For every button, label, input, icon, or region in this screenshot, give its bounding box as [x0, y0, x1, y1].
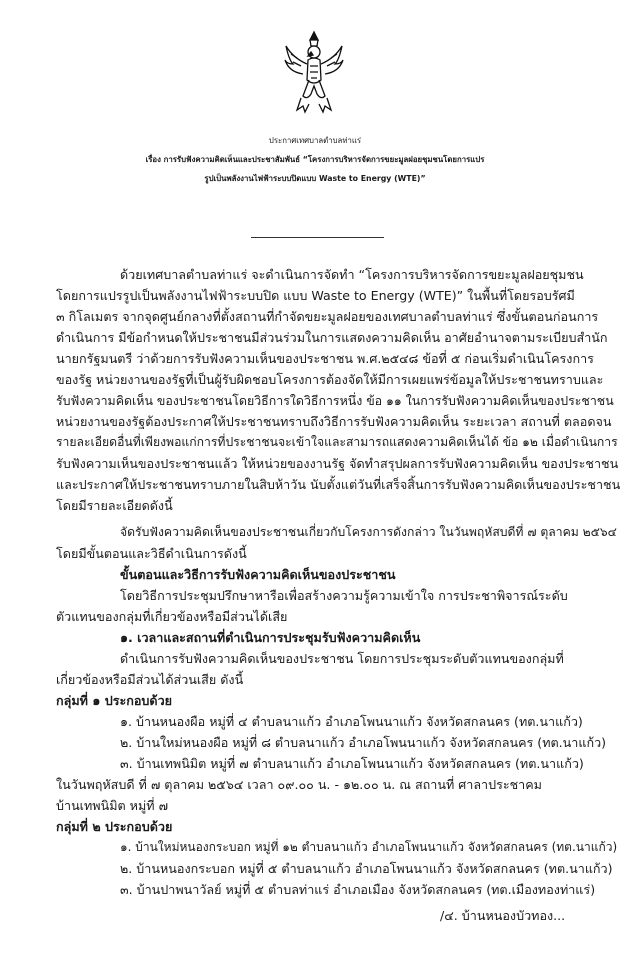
group-1-time-line-1: ในวันพฤหัสบดี ที่ ๗ ตุลาคม ๒๕๖๔ เวลา ๐๙.๐๐ น. - ๑๒.๐๐ น. ณ สถานที่ ศาลาประชาคม — [56, 777, 542, 792]
divider — [251, 237, 384, 238]
intro-line: และประกาศให้ประชาชนทราบภายในสิบห้าวัน นับตั้งแต่วันที่เสร็จสิ้นการรับฟังความคิดเห็นของประชาชน — [56, 477, 621, 492]
sub-heading: ๑. เวลาและสถานที่ดำเนินการประชุมรับฟังความคิดเห็น — [120, 630, 421, 645]
group-2-item: ๑. บ้านใหม่หนองกระบอก หมู่ที่ ๑๒ ตำบลนาแก้ว อำเภอโพนนาแก้ว จังหวัดสกลนคร (ทต.นาแก้ว) — [120, 840, 618, 854]
org-title: ประกาศเทศบาลตำบลท่าแร่ — [268, 136, 362, 145]
garuda-emblem-icon — [283, 28, 345, 118]
intro-line: รายละเอียดอื่นที่เพียงพอแก่การที่ประชาชนจะเข้าใจและสามารถแสดงความคิดเห็นได้ ข้อ ๑๒ เมื่อดำเนินการ — [56, 435, 618, 449]
group-1-item: ๒. บ้านใหม่หนองผือ หมู่ที่ ๘ ตำบลนาแก้ว อำเภอโพนนาแก้ว จังหวัดสกลนคร (ทต.นาแก้ว) — [120, 735, 607, 750]
method-line-1: โดยวิธีการประชุมปรึกษาหารือเพื่อสร้างความรู้ความเข้าใจ การประชาพิจารณ์ระดับ — [120, 588, 568, 603]
intro-line: นายกรัฐมนตรี ว่าด้วยการรับฟังความเห็นของประชาชน พ.ศ.๒๕๔๘ ข้อที่ ๕ ก่อนเริ่มดำเนินโครงการ — [56, 351, 594, 366]
intro-line: รับฟังความเห็นของประชาชนแล้ว ให้หน่วยของงานรัฐ จัดทำสรุปผลการรับฟังความคิดเห็น ของประชาชน — [56, 456, 619, 471]
method-line-2: ตัวแทนของกลุ่มที่เกี่ยวข้องหรือมีส่วนได้เสีย — [56, 609, 288, 624]
intro-line: ด้วยเทศบาลตำบลท่าแร่ จะดำเนินการจัดทำ “โครงการบริหารจัดการขยะมูลฝอยชุมชน — [120, 267, 584, 282]
intro-line: ของรัฐ หน่วยงานของรัฐที่เป็นผู้รับผิดชอบโครงการต้องจัดให้มีการเผยแพร่ข้อมูลให้ประชาชนทราบและ — [56, 372, 604, 387]
subject-line-2: รูปเป็นพลังงานไฟฟ้าระบบปิดแบบ Waste to Energy (WTE)” — [204, 174, 426, 183]
subject-line-1: เรื่อง การรับฟังความคิดเห็นและประชาสัมพันธ์ “โครงการบริหารจัดการขยะมูลฝอยชุมชนโดยการแปร — [145, 155, 485, 164]
schedule-line-2: โดยมีขั้นตอนและวิธีดำเนินการดังนี้ — [56, 546, 247, 561]
intro-line: โดยมีรายละเอียดดังนี้ — [56, 498, 173, 513]
schedule-line-1: จัดรับฟังความคิดเห็นของประชาชนเกี่ยวกับโครงการดังกล่าว ในวันพฤหัสบดีที่ ๗ ตุลาคม ๒๕๖๔ — [120, 525, 617, 539]
intro-line: รับฟังความคิดเห็น ของประชาชนโดยวิธีการใดวิธีการหนึ่ง ข้อ ๑๑ ในการรับฟังความคิดเห็นของประชาชน — [56, 393, 614, 408]
intro-line: โดยการแปรรูปเป็นพลังงานไฟฟ้าระบบปิด แบบ Waste to Energy (WTE)” ในพื้นที่โดยรอบรัศมี — [56, 288, 575, 303]
sub-line-2: เกี่ยวข้องหรือมีส่วนได้ส่วนเสีย ดังนี้ — [56, 672, 244, 687]
group-2-item: ๒. บ้านหนองกระบอก หมู่ที่ ๕ ตำบลนาแก้ว อำเภอโพนนาแก้ว จังหวัดสกลนคร (ทต.นาแก้ว) — [120, 861, 613, 876]
intro-line: หน่วยงานของรัฐต้องประกาศให้ประชาชนทราบถึงวิธีการรับฟังความคิดเห็น ระยะเวลา สถานที่ ตลอดจน — [56, 414, 612, 429]
group-1-item: ๓. บ้านเทพนิมิต หมู่ที่ ๗ ตำบลนาแก้ว อำเภอโพนนาแก้ว จังหวัดสกลนคร (ทต.นาแก้ว) — [120, 756, 584, 771]
intro-line: ดำเนินการ มีข้อกำหนดให้ประชาชนมีส่วนร่วมในการแสดงความคิดเห็น อาศัยอำนาจตามระเบียบสำนัก — [56, 330, 608, 345]
continuation-note: /๔. บ้านหนองบัวทอง... — [440, 908, 566, 923]
sub-line-1: ดำเนินการรับฟังความคิดเห็นของประชาชน โดยการประชุมระดับตัวแทนของกลุ่มที่ — [120, 651, 564, 666]
intro-line: ๓ กิโลเมตร จากจุดศูนย์กลางที่ตั้งสถานที่กำจัดขยะมูลฝอยของเทศบาลตำบลท่าแร่ ซึ่งขั้นตอนก่อนการ — [56, 309, 599, 324]
group-1-time-line-2: บ้านเทพนิมิต หมู่ที่ ๗ — [56, 798, 169, 813]
group-1-heading: กลุ่มที่ ๑ ประกอบด้วย — [56, 693, 173, 708]
group-1-item: ๑. บ้านหนองผือ หมู่ที่ ๔ ตำบลนาแก้ว อำเภอโพนนาแก้ว จังหวัดสกลนคร (ทต.นาแก้ว) — [120, 714, 583, 729]
group-2-item: ๓. บ้านปาพนาวัลย์ หมู่ที่ ๕ ตำบลท่าแร่ อำเภอเมือง จังหวัดสกลนคร (ทต.เมืองทองท่าแร่) — [120, 882, 596, 897]
section-heading: ขั้นตอนและวิธีการรับฟังความคิดเห็นของประชาชน — [120, 567, 396, 582]
group-2-heading: กลุ่มที่ ๒ ประกอบด้วย — [56, 819, 173, 834]
